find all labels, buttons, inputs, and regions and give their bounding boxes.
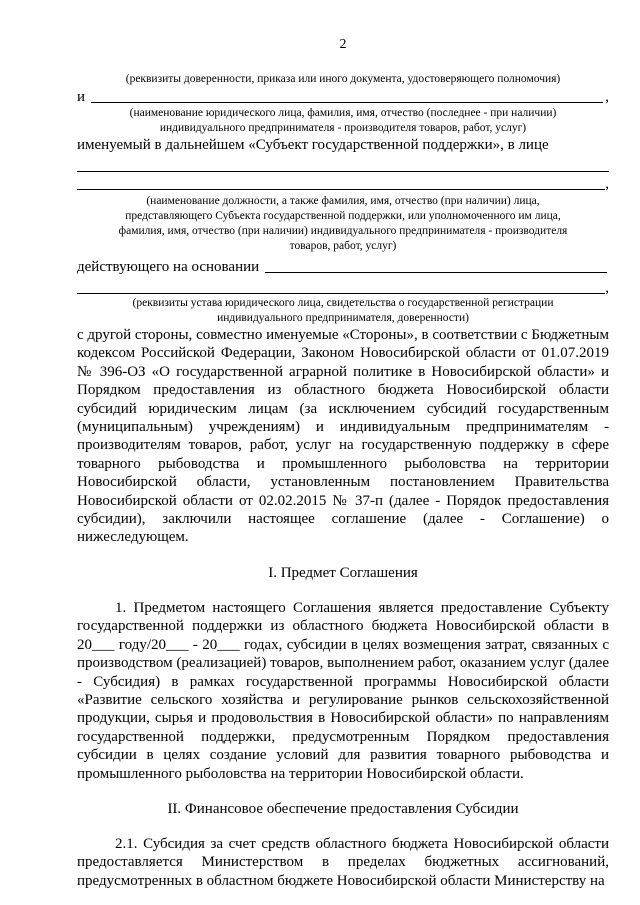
acting-basis-line: [77, 257, 609, 276]
caption-position-2: представляющего Субъекта государственной поддержки, или уполномоченного им лица,: [125, 210, 561, 222]
named-further: именуемый в дальнейшем «Субъект государственной поддержки», в лице: [77, 137, 549, 153]
caption-position-3: фамилия, имя, отчество (при наличии) индивидуального предпринимателя - производителя: [118, 225, 568, 237]
section-2-title: II. Финансовое обеспечение предоставления Субсидии: [167, 800, 519, 817]
position-blank-line-2: [77, 172, 605, 190]
caption-position-1: (наименование должности, а также фамилия, имя, отчество (при наличии) лица,: [146, 195, 540, 207]
basis-blank-line-2: [77, 276, 605, 294]
basis-blank-line: [265, 257, 607, 273]
caption-entity-2: индивидуального предпринимателя - производителя товаров, работ, услуг): [159, 122, 527, 134]
preamble-paragraph: с другой стороны, совместно именуемые «Стороны», в соответствии с Бюджетным кодексом Российской Федерации, Законом Новосибирской области от 01.07.2019 № 396-ОЗ «О государственной аграрной политике в Новосибирской области» и Порядком предоставления из областного бюджета Новосибирской области субсидий юридическим лицам (за исключением субсидий государственным (муниципальным) учреждениям) и индивидуальным предпринимателям - производителям товаров, работ, услуг на государственную поддержку в сфере товарного рыбоводства и промышленного рыболовства на территории Новосибирской области, установленным постановлением Правительства Новосибирской области от 02.02.2015 № 37-п (далее - Порядок предоставления субсидии), заключили настоящее соглашение (далее - Соглашение) о нижеследующем.: [77, 327, 609, 546]
caption-charter-1: (реквизиты устава юридического лица, свидетельства о государственной регистрации: [132, 297, 554, 309]
entity-blank-line: [91, 87, 603, 103]
caption-authority: (реквизиты доверенности, приказа или иного документа, удостоверяющего полномочия): [125, 73, 561, 85]
comma-mark: ,: [605, 89, 609, 105]
section-1-title: I. Предмет Соглашения: [268, 564, 418, 581]
position-blank-line-1: [77, 154, 609, 172]
caption-charter-2: индивидуального предпринимателя, доверенности): [217, 312, 469, 324]
section-2-paragraph: 2.1. Субсидия за счет средств областного бюджета Новосибирской области предоставляется Министерством в пределах бюджетных ассигнований, предусмотренных в областном бюджете Новосибирской области Министерству на: [77, 835, 609, 889]
acting-basis-label: действующего на основании: [77, 259, 260, 275]
and-word: и: [77, 89, 86, 105]
party-line: [77, 87, 609, 106]
comma-mark: ,: [605, 280, 609, 296]
section-1-paragraph: 1. Предметом настоящего Соглашения является предоставление Субъекту государственной поддержки из областного бюджета Новосибирской области в 20___ году/20___ - 20___ годах, субсидии в целях возмещения затрат, связанных с производством (реализацией) товаров, выполнением работ, оказанием услуг (далее - Субсидия) в рамках государственной программы Новосибирской области «Развитие сельского хозяйства и регулирование рынков сельскохозяйственной продукции, сырья и продовольствия в Новосибирской области» по направлениям государственной поддержки, предусмотренным Порядком предоставления субсидии в целях создание условий для развития товарного рыбоводства и промышленного рыболовства на территории Новосибирской области.: [77, 599, 609, 782]
document-page: [77, 36, 609, 890]
comma-mark: ,: [605, 176, 609, 192]
position-line-2: [77, 172, 609, 190]
page-number: 2: [339, 37, 347, 52]
caption-position-4: товаров, работ, услуг): [289, 240, 397, 252]
caption-entity-1: (наименование юридического лица, фамилия, имя, отчество (последнее - при наличии): [129, 107, 557, 119]
basis-line-2: [77, 276, 609, 294]
